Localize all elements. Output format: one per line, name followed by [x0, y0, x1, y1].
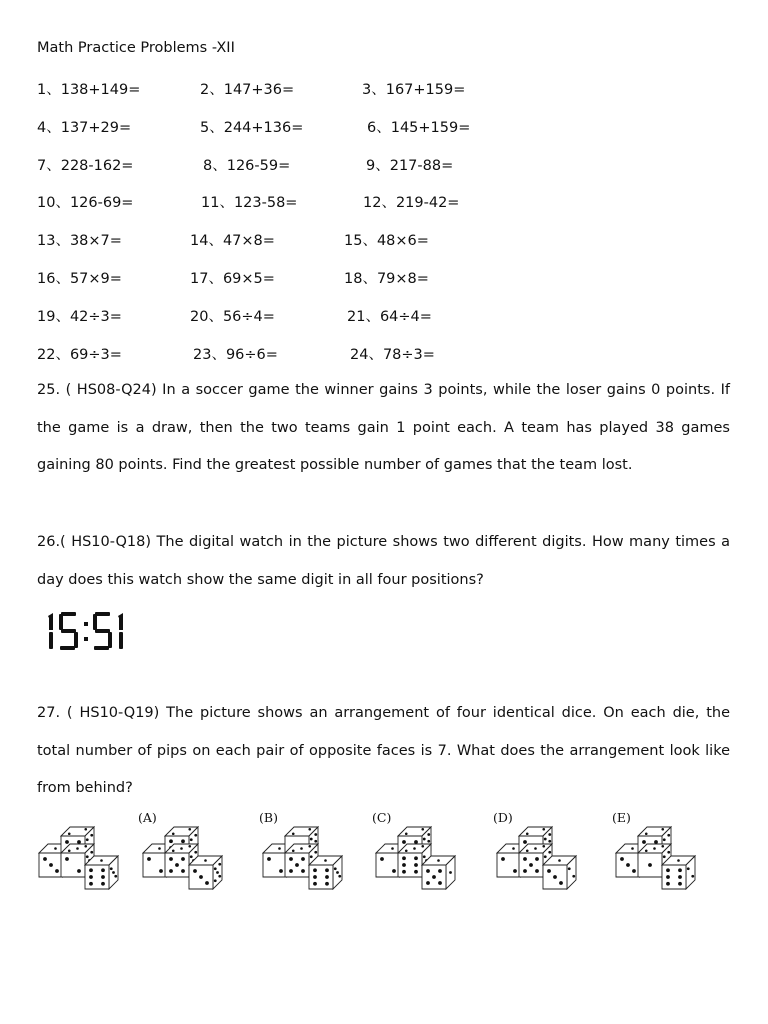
- problem-22: 22、69÷3=: [37, 347, 122, 363]
- question-25: 25. ( HS08-Q24) In a soccer game the winner gains 3 points, while the loser gains 0 points. If the game is a draw, then the two teams gain 1 point each. A team has played 38 games gaining 80 points. Find the greatest possible number of games that the team lost.: [37, 382, 730, 473]
- digital-watch-image: [44, 610, 144, 656]
- option-label-e: (E): [612, 810, 631, 825]
- problem-4: 4、137+29=: [37, 120, 132, 136]
- problem-12: 12、219-42=: [363, 195, 460, 211]
- page-title: Math Practice Problems -XII: [37, 40, 235, 56]
- problem-9: 9、217-88=: [366, 158, 454, 174]
- problem-11: 11、123-58=: [201, 195, 298, 211]
- problem-15: 15、48×6=: [344, 233, 429, 249]
- dice-figure-a: [141, 825, 231, 905]
- problem-5: 5、244+136=: [200, 120, 304, 136]
- option-label-a: (A): [138, 810, 157, 825]
- dice-figure-c: [374, 825, 464, 905]
- problem-23: 23、96÷6=: [193, 347, 278, 363]
- dice-figure-b: [261, 825, 351, 905]
- dice-figure-d: [495, 825, 585, 905]
- problem-14: 14、47×8=: [190, 233, 275, 249]
- dice-figure-original: [37, 825, 127, 905]
- problem-3: 3、167+159=: [362, 82, 466, 98]
- problem-18: 18、79×8=: [344, 271, 429, 287]
- problem-20: 20、56÷4=: [190, 309, 275, 325]
- problem-6: 6、145+159=: [367, 120, 471, 136]
- problem-1: 1、138+149=: [37, 82, 141, 98]
- problem-8: 8、126-59=: [203, 158, 291, 174]
- option-label-c: (C): [372, 810, 392, 825]
- question-26: 26.( HS10-Q18) The digital watch in the picture shows two different digits. How many times a day does this watch show the same digit in all four positions?: [37, 534, 730, 588]
- option-label-b: (B): [259, 810, 278, 825]
- dice-figure-e: [614, 825, 704, 905]
- problem-2: 2、147+36=: [200, 82, 295, 98]
- option-label-d: (D): [493, 810, 513, 825]
- problem-21: 21、64÷4=: [347, 309, 432, 325]
- problem-16: 16、57×9=: [37, 271, 122, 287]
- problem-19: 19、42÷3=: [37, 309, 122, 325]
- problem-17: 17、69×5=: [190, 271, 275, 287]
- question-27: 27. ( HS10-Q19) The picture shows an arrangement of four identical dice. On each die, the total number of pips on each pair of opposite faces is 7. What does the arrangement look like from behind?: [37, 705, 730, 796]
- problem-24: 24、78÷3=: [350, 347, 435, 363]
- problem-10: 10、126-69=: [37, 195, 134, 211]
- problem-7: 7、228-162=: [37, 158, 134, 174]
- problem-13: 13、38×7=: [37, 233, 122, 249]
